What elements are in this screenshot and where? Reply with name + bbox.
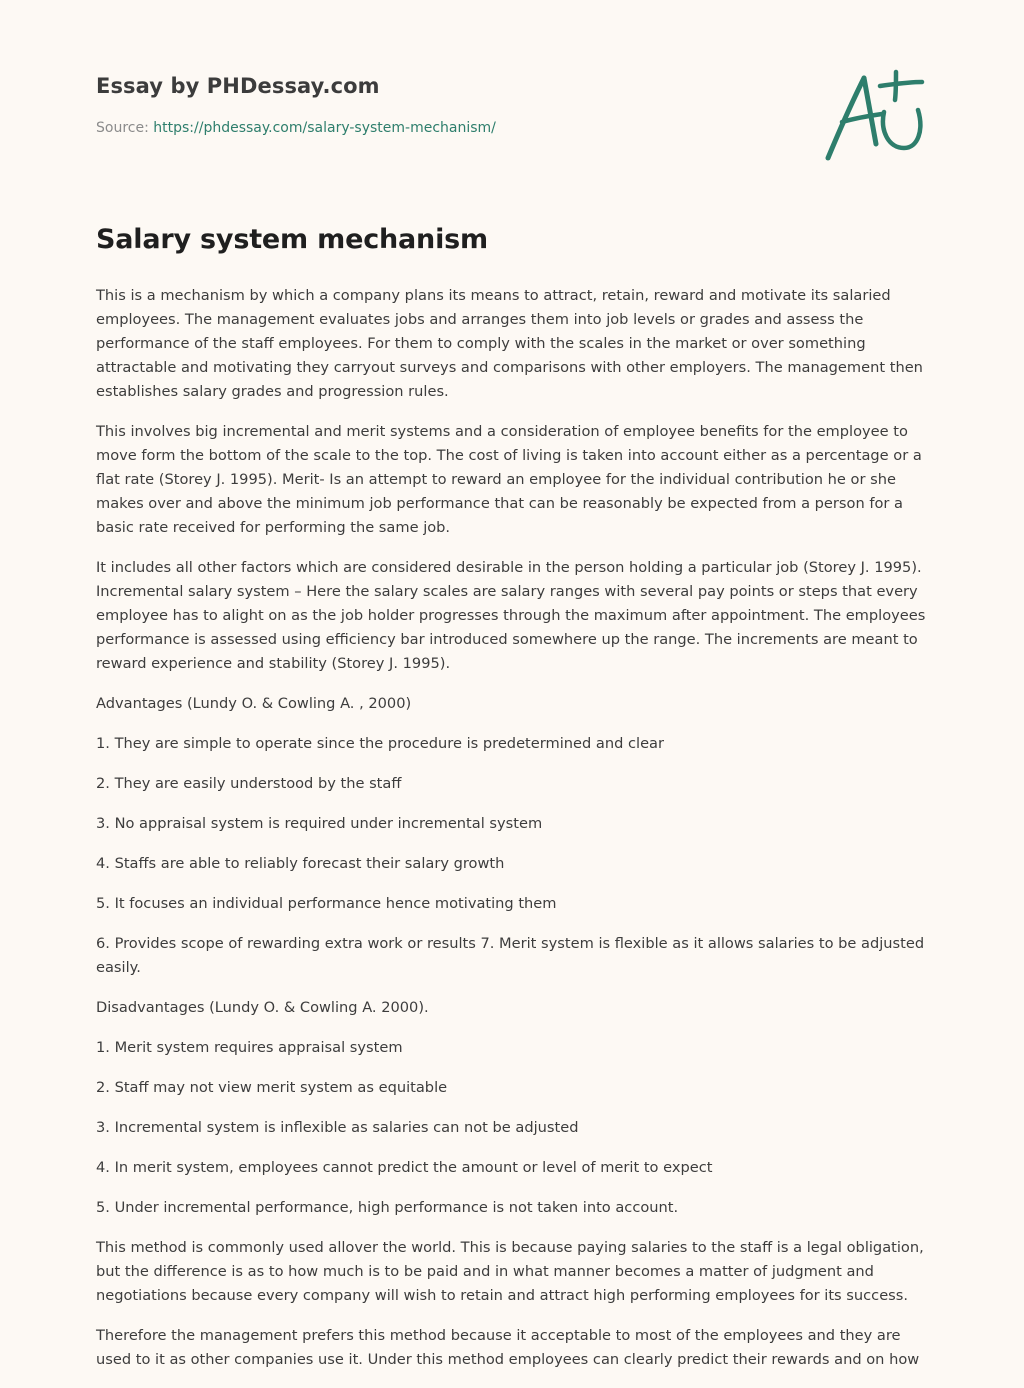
- site-title: Essay by PHDessay.com: [96, 74, 380, 98]
- list-item: 2. They are easily understood by the staff: [96, 775, 402, 792]
- essay-title: Salary system mechanism: [96, 224, 488, 255]
- paragraph: It includes all other factors which are considered desirable in the person holding a particular job (Storey J. 1995). Incremental salary system – Here the salary scales are salary ranges with several pay points or steps that every employee has to alight on as the job holder progresses through the maximum after appointment. The employees performance is assessed using efficiency bar introduced somewhere up the range. The increments are meant to reward experience and stability (Storey J. 1995).: [96, 559, 926, 672]
- essay-body: [96, 284, 930, 1388]
- paragraph: This is a mechanism by which a company plans its means to attract, retain, reward and motivate its salaried employees. The management evaluates jobs and arranges them into job levels or grades and assess the performance of the staff employees. For them to comply with the scales in the market or over something attractable and motivating they carryout surveys and comparisons with other employers. The management then establishes salary grades and progression rules.: [96, 287, 923, 400]
- list-item: 2. Staff may not view merit system as equitable: [96, 1079, 448, 1096]
- list-item: 6. Provides scope of rewarding extra work or results 7. Merit system is flexible as it allows salaries to be adjusted easily.: [96, 935, 925, 976]
- paragraph: This involves big incremental and merit systems and a consideration of employee benefits for the employee to move form the bottom of the scale to the top. The cost of living is taken into account either as a percentage or a flat rate (Storey J. 1995). Merit- Is an attempt to reward an employee for the individual contribution he or she makes over and above the minimum job performance that can be reasonably be expected from a person for a basic rate received for performing the same job.: [96, 423, 922, 536]
- list-item: 4. In merit system, employees cannot predict the amount or level of merit to expect: [96, 1159, 713, 1176]
- list-item: 1. They are simple to operate since the procedure is predetermined and clear: [96, 735, 664, 752]
- list-item: 5. It focuses an individual performance hence motivating them: [96, 895, 557, 912]
- list-item: 3. Incremental system is inflexible as salaries can not be adjusted: [96, 1119, 579, 1136]
- source-link[interactable]: https://phdessay.com/salary-system-mechanism/: [153, 120, 496, 136]
- a-plus-logo-icon: [818, 64, 930, 168]
- list-item: 5. Under incremental performance, high performance is not taken into account.: [96, 1199, 679, 1216]
- header: [96, 74, 496, 136]
- source-line: [96, 120, 496, 136]
- disadvantages-heading: Disadvantages (Lundy O. & Cowling A. 2000).: [96, 999, 429, 1016]
- advantages-heading: Advantages (Lundy O. & Cowling A. , 2000): [96, 695, 412, 712]
- list-item: 1. Merit system requires appraisal system: [96, 1039, 403, 1056]
- paragraph: This method is commonly used allover the world. This is because paying salaries to the staff is a legal obligation, but the difference is as to how much is to be paid and in what manner becomes a matter of judgment and negotiations because every company will wish to retain and attract high performing employees for its success.: [96, 1239, 924, 1304]
- list-item: 4. Staffs are able to reliably forecast their salary growth: [96, 855, 505, 872]
- source-label: Source:: [96, 120, 154, 136]
- paragraph: Therefore the management prefers this method because it acceptable to most of the employees and they are used to it as other companies use it. Under this method employees can clearly predict their rewards and on how: [96, 1327, 920, 1368]
- list-item: 3. No appraisal system is required under incremental system: [96, 815, 543, 832]
